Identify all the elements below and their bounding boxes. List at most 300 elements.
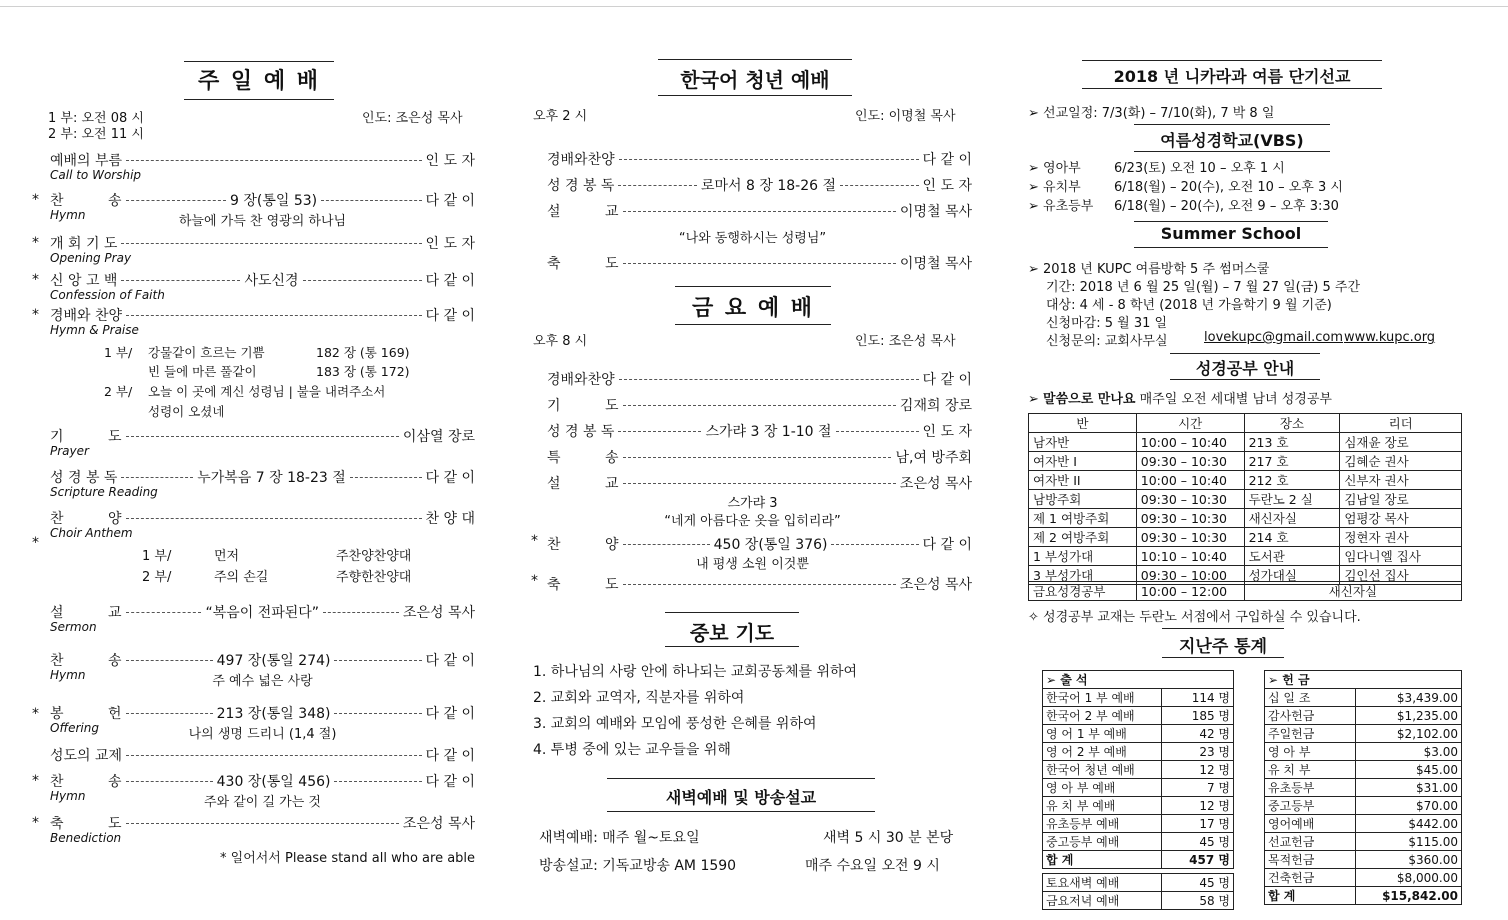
bible-cell: 10:00 – 10:40 [1136, 433, 1244, 452]
radio-sermon-time: 매주 수요일 오전 9 시 [805, 858, 940, 874]
sunday-item-label: 개 회 기 도 [50, 236, 118, 252]
offering-label: 영어예배 [1265, 815, 1356, 833]
sunday-item-leader: 다 같 이 [425, 273, 476, 289]
offering-label: 십 일 조 [1265, 689, 1356, 707]
sunday-item-leader: 다 같 이 [425, 774, 476, 790]
standing-star-3: * [32, 307, 39, 323]
attendance-header-row [1043, 671, 1234, 689]
leader-dashes [126, 315, 421, 316]
friday-item-0 [547, 369, 972, 389]
sunday-item-label: 봉 헌 [50, 706, 122, 722]
vbs-row: ➢ 영아부 [1028, 161, 1081, 176]
leader-dashes [334, 781, 421, 782]
table-row [1265, 707, 1462, 725]
sunday-item-leader: 인 도 자 [425, 236, 475, 252]
vbs-title-rule-top [1134, 124, 1330, 125]
standing-star-6: * [32, 773, 39, 789]
bible-table-body [1029, 433, 1462, 585]
friday-item-label: 경배와찬양 [547, 372, 615, 388]
dawn-service-time: 새벽 5 시 30 분 본당 [823, 830, 954, 846]
bible-cell: 성가대실 [1244, 566, 1340, 585]
bible-intro-bold: 말씀으로 만나요 [1043, 392, 1136, 407]
table-row [1265, 725, 1462, 743]
sunday-item-english: Hymn [50, 668, 86, 682]
bible-cell: 도서관 [1244, 547, 1340, 566]
youth-leader: 인도: 이명철 목사 [855, 109, 956, 124]
dawn-service: 새벽예배: 매주 월~토요일 [539, 830, 700, 846]
leader-dashes [623, 263, 896, 264]
friday-item-label: 기 도 [547, 398, 619, 414]
bible-cell: 09:30 – 10:30 [1136, 528, 1244, 547]
vbs-schedule: 6/23(토) 오전 10 – 오후 1 시 [1114, 161, 1285, 176]
attendance-label: 금요저녁 예배 [1043, 892, 1162, 910]
bible-cell: 213 호 [1244, 433, 1340, 452]
offering-amount: $70.00 [1356, 797, 1462, 815]
sunday-leader: 인도: 조은성 목사 [362, 111, 463, 126]
summer-title: Summer School [1160, 224, 1302, 243]
youth-title-rule-bottom [658, 95, 852, 96]
bible-cell: 엄평강 목사 [1340, 509, 1462, 528]
table-row [1265, 743, 1462, 761]
anthem-choir: 주찬양찬양대 [336, 549, 412, 564]
table-row [1029, 452, 1462, 471]
sunday-item-leader: 조은성 목사 [402, 816, 475, 832]
table-row [1043, 725, 1234, 743]
attendance-count: 17 명 [1162, 815, 1234, 833]
leader-dashes [121, 243, 421, 244]
anthem-song: 주의 손길 [214, 570, 269, 585]
anthem-choir: 주향한찬양대 [336, 570, 412, 585]
sunday-item-detail: 213 장(통일 348) [216, 706, 331, 722]
summer-line-1-text: 2018 년 KUPC 여름방학 5 주 썸머스쿨 [1043, 262, 1270, 277]
table-row [1043, 689, 1234, 707]
leader-dashes [618, 185, 697, 186]
sunday-item-4 [50, 305, 475, 325]
sunday-item-10 [50, 703, 475, 723]
leader-dashes [623, 211, 896, 212]
leader-dashes [121, 280, 240, 281]
vbs-schedule: 6/18(월) – 20(수), 오전 10 – 오후 3 시 [1114, 180, 1343, 195]
dawn-title: 새벽예배 및 방송설교 [665, 788, 817, 807]
sunday-item-english: Offering [50, 721, 99, 735]
sunday-item-leader: 다 같 이 [425, 653, 476, 669]
stand-note: * 일어서서 Please stand all who are able [220, 851, 476, 866]
table-row [1265, 869, 1462, 887]
friday-item-leader: 조은성 목사 [899, 476, 972, 492]
table-row [1029, 490, 1462, 509]
sunday-item-subtitle: 나의 생명 드리니 (1,4 절) [188, 727, 337, 742]
dawn-title-rule-bottom [607, 811, 875, 812]
table-row [1043, 707, 1234, 725]
bible-study-title: 성경공부 안내 [1195, 359, 1295, 378]
stats-title: 지난주 통계 [1178, 637, 1268, 657]
friday-title: 금 요 예 배 [692, 296, 814, 321]
leader-dashes [126, 518, 422, 519]
standing-star-1: * [32, 235, 39, 251]
offering-label: 선교헌금 [1265, 833, 1356, 851]
youth-item-leader: 인 도 자 [922, 178, 973, 194]
attendance-label: 중고등부 예배 [1043, 833, 1162, 851]
title-rule-top [184, 61, 334, 62]
stats-title-rule-bottom [1162, 657, 1284, 658]
leader-dashes [840, 185, 919, 186]
sunday-item-label: 찬 송 [50, 193, 122, 209]
friday-item-detail: 스가랴 3 장 1-10 절 [705, 424, 832, 440]
friday-time: 오후 8 시 [533, 334, 588, 349]
anthem-part: 1 부/ [142, 549, 172, 564]
offering-total-row [1265, 887, 1462, 905]
attendance-count: 45 명 [1162, 874, 1234, 892]
standing-star-2: * [32, 272, 39, 288]
leader-dashes [619, 159, 919, 160]
bible-cell: 심재윤 장로 [1340, 433, 1462, 452]
attendance-label: 유초등부 예배 [1043, 815, 1162, 833]
attendance-label: 영 아 부 예배 [1043, 779, 1162, 797]
sunday-item-detail: “복음이 전파된다” [205, 605, 320, 621]
sunday-item-11 [50, 745, 475, 765]
attendance-count: 42 명 [1162, 725, 1234, 743]
table-row [1029, 509, 1462, 528]
mission-title-rule-bottom [1082, 88, 1382, 89]
standing-star-4: * [32, 535, 39, 551]
friday-item-leader: 김재희 장로 [899, 398, 972, 414]
bible-cell: 214 호 [1244, 528, 1340, 547]
vbs-row: ➢ 유치부 [1028, 180, 1081, 195]
offering-label: 목적헌금 [1265, 851, 1356, 869]
leader-dashes [126, 200, 226, 201]
summer-target: 대상: 4 세 - 8 학년 (2018 년 가을학기 9 월 기준) [1046, 298, 1332, 313]
leader-dashes [619, 379, 919, 380]
bible-cell: 신부자 권사 [1340, 471, 1462, 490]
table-row [1043, 833, 1234, 851]
anthem-part: 2 부/ [142, 570, 172, 585]
table-row [1265, 779, 1462, 797]
leader-dashes [334, 713, 421, 714]
sunday-item-subtitle: 주 예수 넓은 사랑 [212, 674, 313, 689]
sunday-item-english: Prayer [50, 444, 89, 458]
friday-star-hymn: * [531, 533, 538, 549]
bible-cell: 1 부성가대 [1029, 547, 1137, 566]
youth-time: 오후 2 시 [533, 109, 588, 124]
sunday-item-english: Sermon [50, 620, 97, 634]
leader-dashes [623, 544, 710, 545]
attendance-count: 45 명 [1162, 833, 1234, 851]
bible-title-rule-bottom [1170, 379, 1320, 380]
leader-dashes [321, 200, 421, 201]
vbs-schedule: 6/18(월) – 20(수), 오전 9 – 오후 3:30 [1114, 199, 1339, 214]
attendance-body [1043, 671, 1234, 910]
table-row [1265, 761, 1462, 779]
prayer-title-rule-top [665, 612, 799, 613]
leader-dashes [323, 612, 399, 613]
table-row [1029, 471, 1462, 490]
friday-item-label: 성 경 봉 독 [547, 424, 615, 440]
friday-bible-table [1028, 581, 1462, 601]
praise-song: 빈 들에 마른 풀같이 [148, 364, 257, 379]
leader-dashes [623, 483, 896, 484]
leader-dashes [121, 477, 193, 478]
friday-item-leader: 조은성 목사 [899, 577, 972, 593]
bible-header-cell: 리더 [1340, 414, 1462, 433]
bible-cell: 09:30 – 10:00 [1136, 566, 1244, 585]
attendance-label: 한국어 2 부 예배 [1043, 707, 1162, 725]
sunday-item-english: Hymn [50, 208, 86, 222]
bible-intro-text: 매주일 오전 세대별 남녀 성경공부 [1139, 392, 1332, 407]
leader-dashes [126, 755, 421, 756]
summer-title-rule-bottom [1134, 247, 1328, 248]
offering-body [1265, 671, 1462, 905]
mission-title: 2018 년 니카라과 여름 단기선교 [1113, 67, 1351, 86]
table-row [1043, 779, 1234, 797]
attendance-count: 12 명 [1162, 797, 1234, 815]
sunday-item-12 [50, 771, 475, 791]
sunday-item-label: 찬 양 [50, 511, 122, 527]
youth-item-1 [547, 175, 972, 195]
sunday-item-leader: 다 같 이 [425, 308, 475, 324]
youth-title-rule-top [658, 59, 852, 60]
offering-label: 유초등부 [1265, 779, 1356, 797]
attendance-label: 영 어 2 부 예배 [1043, 743, 1162, 761]
sunday-item-english: Scripture Reading [50, 485, 158, 499]
leader-dashes [303, 280, 422, 281]
friday-item-5 [547, 534, 972, 554]
youth-item-0 [547, 149, 972, 169]
bible-cell: 3 부성가대 [1029, 566, 1137, 585]
offering-amount: $360.00 [1356, 851, 1462, 869]
bible-cell: 10:10 – 10:40 [1136, 547, 1244, 566]
leader-dashes [350, 477, 422, 478]
youth-item-detail: 로마서 8 장 18-26 절 [700, 178, 836, 194]
prayer-title-rule-bottom [665, 646, 799, 647]
sunday-item-label: 성 경 봉 독 [50, 470, 118, 486]
sunday-item-label: 성도의 교제 [50, 748, 123, 764]
friday-title-rule-top [675, 286, 831, 287]
attendance-label: 한국어 청년 예배 [1043, 761, 1162, 779]
bible-intro: ➢ 말씀으로 만나요 매주일 오전 세대별 남녀 성경공부 [1028, 392, 1332, 407]
sunday-title: 주 일 예 배 [198, 69, 320, 94]
leader-dashes [126, 823, 399, 824]
attendance-count: 23 명 [1162, 743, 1234, 761]
friday-item-3 [547, 447, 972, 467]
intercession-item: 4. 투병 중에 있는 교우들을 위해 [533, 742, 731, 758]
youth-item-leader: 다 같 이 [922, 152, 972, 168]
youth-title: 한국어 청년 예배 [680, 68, 830, 92]
summer-website-link[interactable]: www.kupc.org [1344, 330, 1436, 345]
summer-contact: 신청문의: 교회사무실 [1046, 334, 1168, 349]
friday-bible-name: 금요성경공부 [1029, 582, 1137, 601]
friday-item-label: 특 송 [547, 450, 619, 466]
bible-cell: 09:30 – 10:30 [1136, 452, 1244, 471]
leader-dashes [126, 781, 213, 782]
friday-bible-row [1029, 582, 1462, 601]
offering-label: 건축헌금 [1265, 869, 1356, 887]
sunday-item-5 [50, 426, 475, 446]
friday-item-leader: 다 같 이 [922, 372, 972, 388]
intercession-item: 2. 교회와 교역자, 직분자를 위하여 [533, 690, 745, 706]
offering-amount: $115.00 [1356, 833, 1462, 851]
youth-item-3 [547, 253, 972, 273]
bible-note: ✧ 성경공부 교재는 두란노 서점에서 구입하실 수 있습니다. [1028, 610, 1361, 625]
bible-cell: 김인선 집사 [1340, 566, 1462, 585]
table-row [1029, 433, 1462, 452]
youth-item-2 [547, 201, 972, 221]
attendance-count: 114 명 [1162, 689, 1234, 707]
friday-item-label: 축 도 [547, 577, 619, 593]
attendance-table [1042, 670, 1234, 910]
attendance-label: 영 어 1 부 예배 [1043, 725, 1162, 743]
bible-note-text: 성경공부 교재는 두란노 서점에서 구입하실 수 있습니다. [1043, 610, 1361, 625]
sunday-item-13 [50, 813, 475, 833]
sunday-item-english: Choir Anthem [50, 526, 133, 540]
bible-cell: 제 1 여방주회 [1029, 509, 1137, 528]
sunday-item-leader: 다 같 이 [425, 470, 476, 486]
summer-deadline: 신청마감: 5 월 31 일 [1046, 316, 1168, 331]
youth-item-label: 설 교 [547, 204, 619, 220]
friday-item-label: 설 교 [547, 476, 619, 492]
table-row [1265, 815, 1462, 833]
sunday-item-leader: 다 같 이 [425, 193, 476, 209]
table-row [1043, 874, 1234, 892]
friday-bible-place: 새신자실 [1244, 582, 1461, 601]
friday-item-detail: 450 장(통일 376) [713, 537, 828, 553]
youth-item-label: 축 도 [547, 256, 619, 272]
sunday-item-label: 설 교 [50, 605, 122, 621]
sunday-item-leader: 인 도 자 [425, 153, 475, 169]
stats-title-rule-top [1162, 628, 1284, 629]
sunday-item-3 [50, 270, 475, 290]
offering-amount: $3.00 [1356, 743, 1462, 761]
offering-total-label: 합 계 [1265, 887, 1356, 905]
youth-item-label: 성 경 봉 독 [547, 178, 615, 194]
mission-schedule: ➢ 선교일정: 7/3(화) – 7/10(화), 7 박 8 일 [1028, 106, 1275, 121]
leader-dashes [126, 436, 399, 437]
table-row [1265, 797, 1462, 815]
friday-item-leader: 다 같 이 [922, 537, 973, 553]
offering-amount: $1,235.00 [1356, 707, 1462, 725]
friday-item-4 [547, 473, 972, 493]
friday-item-leader: 인 도 자 [922, 424, 973, 440]
offering-amount: $8,000.00 [1356, 869, 1462, 887]
mission-title-rule-top [1082, 60, 1382, 61]
leader-dashes [126, 660, 213, 661]
vbs-title: 여름성경학교(VBS) [1160, 131, 1304, 150]
vbs-row: ➢ 유초등부 [1028, 199, 1094, 214]
friday-star-bless: * [531, 573, 538, 589]
friday-sermon-title: “네게 아름다운 옷을 입히리라” [664, 514, 841, 529]
offering-amount: $3,439.00 [1356, 689, 1462, 707]
offering-table [1264, 670, 1462, 905]
sunday-item-label: 축 도 [50, 816, 122, 832]
friday-item-6 [547, 574, 972, 594]
standing-star-0: * [32, 192, 39, 208]
bible-cell: 새신자실 [1244, 509, 1340, 528]
leader-dashes [126, 160, 421, 161]
top-rule [0, 6, 1508, 7]
sunday-item-detail: 497 장(통일 274) [216, 653, 331, 669]
summer-email-link[interactable]: lovekupc@gmail.com [1204, 330, 1344, 345]
sunday-item-detail: 9 장(통일 53) [229, 193, 318, 209]
youth-sermon-title: “나와 동행하시는 성령님” [678, 231, 827, 246]
sunday-item-subtitle: 주와 같이 길 가는 것 [204, 795, 321, 810]
bible-title-rule-top [1170, 353, 1320, 354]
sunday-item-label: 찬 송 [50, 653, 122, 669]
leader-dashes [618, 431, 701, 432]
sunday-item-leader: 다 같 이 [425, 748, 475, 764]
attendance-label: 한국어 1 부 예배 [1043, 689, 1162, 707]
table-row [1265, 851, 1462, 869]
sunday-item-detail: 430 장(통일 456) [216, 774, 331, 790]
leader-dashes [126, 612, 202, 613]
bible-cell: 여자반 I [1029, 452, 1137, 471]
table-row [1043, 761, 1234, 779]
sunday-item-english: Hymn & Praise [50, 323, 139, 337]
table-row [1043, 892, 1234, 910]
bible-cell: 제 2 여방주회 [1029, 528, 1137, 547]
attendance-count: 7 명 [1162, 779, 1234, 797]
offering-label: 중고등부 [1265, 797, 1356, 815]
intercession-title: 중보 기도 [689, 621, 775, 645]
standing-star-5: * [32, 706, 39, 722]
offering-label: 주일헌금 [1265, 725, 1356, 743]
offering-title: 헌 금 [1282, 673, 1310, 687]
offering-header-row [1265, 671, 1462, 689]
table-row [1043, 815, 1234, 833]
attendance-total-row [1043, 851, 1234, 869]
sunday-time-2: 2 부: 오전 11 시 [48, 127, 144, 142]
bible-cell: 임다니엘 집사 [1340, 547, 1462, 566]
bible-cell: 김남일 장로 [1340, 490, 1462, 509]
offering-amount: $442.00 [1356, 815, 1462, 833]
leader-dashes [623, 584, 896, 585]
bible-header-cell: 장소 [1244, 414, 1340, 433]
sunday-item-0 [50, 150, 475, 170]
friday-title-rule-bottom [675, 324, 831, 325]
bible-cell: 김혜순 권사 [1340, 452, 1462, 471]
youth-item-leader: 이명철 목사 [899, 256, 972, 272]
sunday-item-6 [50, 467, 475, 487]
standing-star-7: * [32, 815, 39, 831]
leader-dashes [623, 405, 896, 406]
friday-item-1 [547, 395, 972, 415]
bible-cell: 212 호 [1244, 471, 1340, 490]
friday-leader: 인도: 조은성 목사 [855, 334, 956, 349]
praise-number: 183 장 (통 172) [316, 364, 410, 379]
offering-amount: $45.00 [1356, 761, 1462, 779]
attendance-title: 출 석 [1060, 673, 1088, 687]
sunday-item-label: 찬 송 [50, 774, 122, 790]
leader-dashes [334, 660, 421, 661]
attendance-count: 58 명 [1162, 892, 1234, 910]
attendance-header: ➢ 출 석 [1043, 671, 1234, 689]
offering-amount: $31.00 [1356, 779, 1462, 797]
sunday-item-leader: 조은성 목사 [402, 605, 476, 621]
sunday-item-1 [50, 190, 475, 210]
friday-item-2 [547, 421, 972, 441]
vbs-title-rule-bottom [1134, 151, 1330, 152]
sunday-item-english: Confession of Faith [50, 288, 165, 302]
sunday-item-leader: 찬 양 대 [425, 511, 475, 527]
table-row [1029, 547, 1462, 566]
vbs-dept: 유초등부 [1043, 199, 1094, 214]
praise-song: 강물같이 흐르는 기쁨 [148, 345, 265, 360]
bible-cell: 09:30 – 10:30 [1136, 509, 1244, 528]
sunday-item-2 [50, 233, 475, 253]
summer-period: 기간: 2018 년 6 월 25 일(월) – 7 월 27 일(금) 5 주간 [1046, 280, 1361, 295]
praise-part: 1 부/ [104, 345, 133, 360]
sunday-item-detail: 사도신경 [244, 273, 299, 289]
sunday-item-english: Call to Worship [50, 168, 142, 182]
offering-label: 유 치 부 [1265, 761, 1356, 779]
